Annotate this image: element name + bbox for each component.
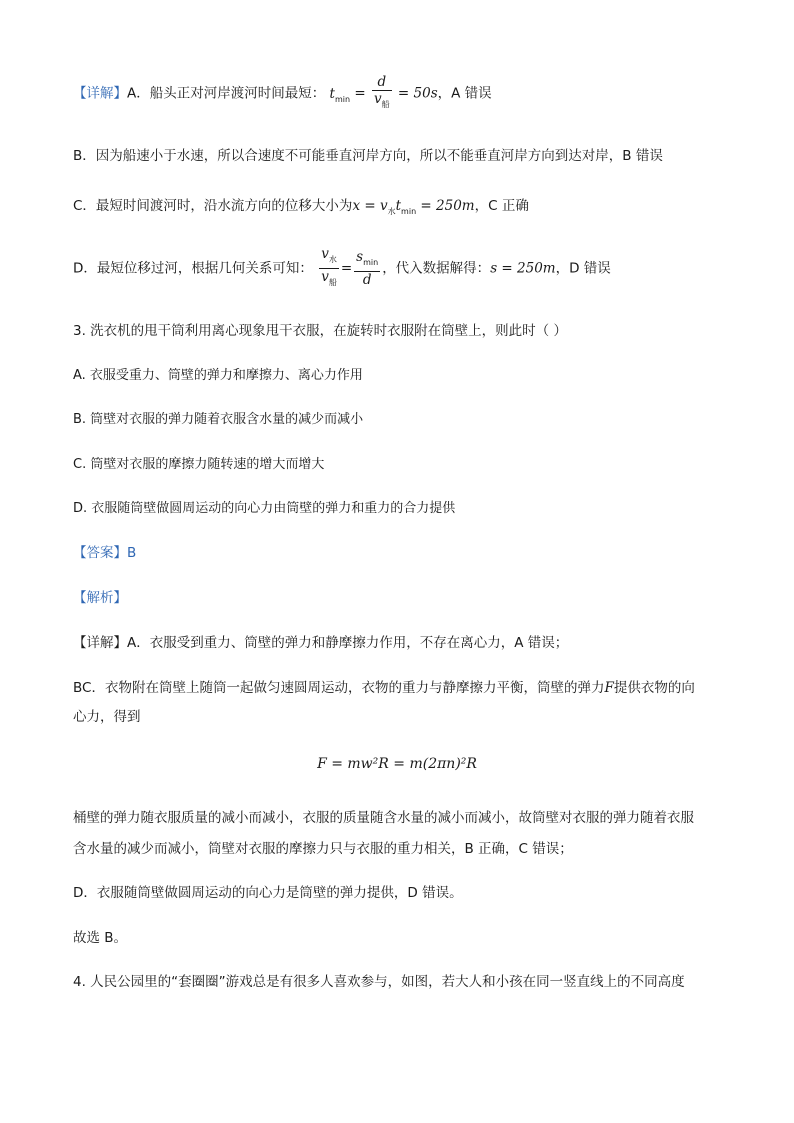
detail-d-line: D．最短位移过河，根据几何关系可知： $\frac{v_水}{v_船}$ = $\frac{s_{min}}{d}$ ，代入数据解得：s = 250m，D 错误: [73, 246, 611, 291]
detail-b-line: B．因为船速小于水速，所以合速度不可能垂直河岸方向，所以不能垂直河岸方向到达对岸，B 错误: [73, 148, 663, 164]
detail-line-5: D．衣服随筒壁做圆周运动的向心力是筒壁的弹力提供，D 错误。: [73, 885, 463, 901]
option-b: B. 筒壁对衣服的弹力随着衣服含水量的减少而减小: [73, 412, 364, 427]
option-a: A. 衣服受重力、筒壁的弹力和摩擦力、离心力作用: [73, 368, 363, 383]
analysis-heading: 【解析】: [73, 590, 127, 606]
v-ratio-fraction: $\frac{v_水}{v_船}$: [319, 246, 339, 291]
option-d: D. 衣服随筒壁做圆周运动的向心力由筒壁的弹力和重力的合力提供: [73, 501, 456, 516]
answer-line: 【答案】B: [73, 545, 137, 561]
s-over-d-fraction: $\frac{s_{min}}{d}$: [356, 248, 379, 288]
centripetal-formula: F = mw²R = m(2πn)²R: [317, 756, 477, 772]
d-over-v-fraction: $\frac{d}{v_船}$: [372, 74, 392, 113]
detail-c-line: C．最短时间渡河时，沿水流方向的位移大小为$x = v_水t_{min} = 250m$，C 正确: [73, 198, 529, 216]
detail-line-2b: 心力，得到: [73, 709, 141, 725]
detail-line-1: 【详解】A．衣服受到重力、筒壁的弹力和静摩擦力作用，不存在离心力，A 错误；: [73, 635, 569, 651]
detail-line-2: BC．衣物附在筒壁上随筒一起做匀速圆周运动，衣物的重力与静摩擦力平衡，筒壁的弹力F提供衣物的向: [73, 680, 695, 696]
question-3-stem: 3. 洗衣机的甩干筒利用离心现象甩干衣服，在旋转时衣服附在筒壁上，则此时（ ）: [73, 323, 567, 339]
detail-tag: 【详解】: [73, 85, 127, 102]
t-min-symbol: $t_{min}$: [329, 85, 351, 104]
detail-a-line: 【详解】A．船头正对河岸渡河时间最短： $t_{min}$ = $\frac{d}{v_船}$ = 50s，A 错误: [73, 74, 492, 113]
detail-a-text: A．船头正对河岸渡河时间最短：: [127, 85, 326, 102]
detail-line-4: 含水量的减少而减小，筒壁对衣服的摩擦力只与衣服的重力相关，B 正确，C 错误；: [73, 841, 573, 857]
t-min-result: = 50s: [397, 85, 438, 102]
option-c: C. 筒壁对衣服的摩擦力随转速的增大而增大: [73, 457, 325, 472]
question-4-stem: 4. 人民公园里的“套圈圈”游戏总是有很多人喜欢参与，如图，若大人和小孩在同一竖直线上的不同高度: [73, 974, 685, 990]
detail-line-6: 故选 B。: [73, 930, 128, 946]
detail-a-tail: ，A 错误: [437, 85, 492, 102]
detail-line-3: 桶壁的弹力随衣服质量的减小而减小，衣服的质量随含水量的减小而减小，故筒壁对衣服的弹力随着衣服: [73, 810, 694, 826]
